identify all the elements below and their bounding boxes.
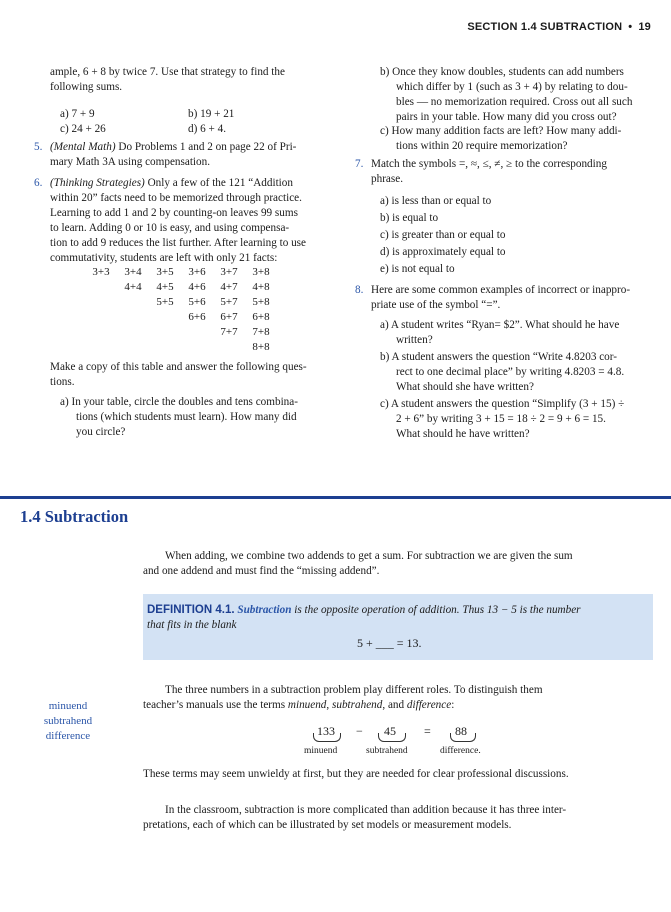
- section-title: Subtraction: [44, 507, 129, 526]
- definition-rest: is the opposite operation of addition. Thus 13 − 5 is the number: [291, 604, 581, 616]
- table-cell: 3+4: [124, 266, 142, 278]
- text-line: What should he have written?: [396, 428, 530, 440]
- brace-minuend: [313, 733, 341, 742]
- term-difference: difference: [406, 699, 452, 711]
- section-number: 1.4: [20, 507, 41, 526]
- problem-5-tag: (Mental Math): [50, 141, 116, 153]
- table-cell: 5+5: [156, 296, 174, 308]
- example-difference: 88: [455, 724, 467, 738]
- text-line: tions within 20 require memorization?: [396, 140, 568, 152]
- definition-label: DEFINITION 4.1.: [147, 604, 235, 616]
- sum-c: c) 24 + 26: [60, 123, 106, 135]
- problem-line: mary Math 3A using compensation.: [50, 156, 211, 168]
- running-header: [467, 21, 651, 33]
- table-cell: 4+4: [124, 281, 142, 293]
- left-column: [50, 65, 335, 95]
- text-line: tions.: [50, 376, 75, 388]
- problem-line: Learning to add 1 and 2 by counting-on leaves 99 sums: [50, 207, 298, 219]
- table-cell: 8+8: [252, 341, 270, 353]
- text-line: What should she have written?: [396, 381, 534, 393]
- brace-subtrahend: [378, 733, 406, 742]
- problem-7: [355, 157, 655, 187]
- header-section: SECTION 1.4 SUBTRACTION: [467, 21, 623, 33]
- definition-box: [143, 594, 653, 660]
- problem-line: (Mental Math) Do Problems 1 and 2 on page 22 of Pri-: [50, 141, 297, 153]
- text-line: pairs in your table. How many did you cross out?: [396, 111, 617, 123]
- term-minuend: minuend: [287, 699, 327, 711]
- option: d) is approximately equal to: [380, 246, 506, 258]
- problem-number: 7.: [355, 158, 364, 170]
- paragraph-3: These terms may seem unwieldy at first, but they are needed for clear professional discussions.: [143, 768, 569, 780]
- sum-b: b) 19 + 21: [188, 108, 235, 120]
- text-line: Make a copy of this table and answer the following ques-: [50, 361, 307, 373]
- text-line: c) How many addition facts are left? How many addi-: [380, 125, 622, 137]
- definition-equation: 5 + ___ = 13.: [357, 636, 422, 650]
- text-line: and one addend and must find the “missing addend”.: [143, 565, 380, 577]
- table-cell: 4+7: [220, 281, 238, 293]
- problem-line: Here are some common examples of incorrect or inappro-: [371, 284, 631, 296]
- example-subtrahend: 45: [384, 724, 396, 738]
- text-line: tions (which students must learn). How many did: [76, 411, 297, 423]
- text-line: c) A student answers the question “Simplify (3 + 15) ÷: [380, 398, 625, 410]
- problem-8a: [380, 318, 655, 348]
- table-cell: 4+8: [252, 281, 270, 293]
- example-minus: −: [356, 724, 363, 738]
- after-table: [50, 360, 335, 390]
- text-line: bles — no memorization required. Cross out all such: [396, 96, 633, 108]
- intro-line: ample, 6 + 8 by twice 7. Use that strategy to find the: [50, 66, 285, 78]
- facts-table: [88, 266, 288, 362]
- label-difference: difference.: [440, 746, 481, 756]
- table-cell: 3+3: [92, 266, 110, 278]
- label-subtrahend: subtrahend: [366, 746, 408, 756]
- label-minuend: minuend: [304, 746, 338, 756]
- problem-line: to learn. Adding 0 or 10 is easy, and using compensa-: [50, 222, 290, 234]
- page-number: 19: [638, 21, 651, 33]
- margin-note: minuend: [48, 700, 88, 712]
- table-cell: 6+6: [188, 311, 206, 323]
- problem-8: [355, 283, 655, 313]
- sum-d: d) 6 + 4.: [188, 123, 227, 135]
- text-line: In the classroom, subtraction is more complicated than addition because it has three inter-: [165, 804, 567, 816]
- margin-note: subtrahend: [43, 715, 93, 727]
- sum-a: a) 7 + 9: [60, 108, 95, 120]
- text-line: you circle?: [76, 426, 126, 438]
- problem-8c: [380, 397, 655, 442]
- problem-7-options: [380, 193, 650, 278]
- definition-term: Subtraction: [237, 604, 292, 616]
- table-cell: 3+8: [252, 266, 270, 278]
- option: a) is less than or equal to: [380, 195, 492, 207]
- problem-5: [34, 140, 336, 170]
- option: b) is equal to: [380, 212, 439, 224]
- problem-number: 8.: [355, 284, 364, 296]
- table-cell: 3+7: [220, 266, 238, 278]
- option: c) is greater than or equal to: [380, 229, 506, 241]
- problem-line: commutativity, students are left with only 21 facts:: [50, 252, 278, 264]
- problem-line: (Thinking Strategies) Only a few of the 121 “Addition: [50, 177, 293, 189]
- table-cell: 7+8: [252, 326, 270, 338]
- section-heading: [20, 507, 128, 527]
- intro-line: following sums.: [50, 81, 123, 93]
- term-subtrahend: subtrahend: [332, 699, 383, 711]
- text-line: 2 + 6” by writing 3 + 15 = 18 ÷ 2 = 9 + 6 = 15.: [396, 413, 606, 425]
- problem-line: Match the symbols =, ≈, ≤, ≠, ≥ to the corresponding: [371, 158, 607, 170]
- definition-text: [147, 603, 652, 633]
- text-line: rect to one decimal place” by writing 4.8203 = 4.8.: [396, 366, 625, 378]
- problem-line: tion to add 9 reduces the list further. After learning to use: [50, 237, 307, 249]
- text-line: b) Once they know doubles, students can add numbers: [380, 66, 624, 78]
- option: e) is not equal to: [380, 263, 455, 275]
- paragraph-2: [143, 683, 653, 713]
- problem-line: priate use of the symbol “=”.: [371, 299, 501, 311]
- problem-line: phrase.: [371, 173, 403, 185]
- text-line: The three numbers in a subtraction problem play different roles. To distinguish them: [165, 684, 543, 696]
- example-minuend: 133: [317, 724, 335, 738]
- brace-difference: [450, 733, 476, 742]
- text-line: pretations, each of which can be illustrated by set models or measurement models.: [143, 819, 512, 831]
- paragraph-4: [143, 803, 653, 833]
- table-cell: 5+6: [188, 296, 206, 308]
- text-line: written?: [396, 334, 433, 346]
- paragraph-1: [143, 549, 653, 579]
- table-cell: 3+5: [156, 266, 174, 278]
- margin-note: difference: [45, 730, 91, 742]
- table-cell: 6+8: [252, 311, 270, 323]
- text-line: a) In your table, circle the doubles and tens combina-: [60, 396, 298, 408]
- question-a: [60, 395, 335, 440]
- table-cell: 4+6: [188, 281, 206, 293]
- problem-8b: [380, 350, 655, 395]
- margin-notes: [20, 699, 116, 744]
- problem-number: 6.: [34, 177, 43, 189]
- table-cell: 7+7: [220, 326, 238, 338]
- header-bullet: •: [628, 21, 633, 33]
- table-cell: 4+5: [156, 281, 174, 293]
- question-b: [380, 65, 655, 125]
- example-equals: =: [424, 724, 431, 738]
- problem-line: within 20” facts need to be memorized through practice.: [50, 192, 302, 204]
- text-line: b) A student answers the question “Write 4.8203 cor-: [380, 351, 618, 363]
- text-line: teacher’s manuals use the terms minuend, subtrahend, and difference:: [143, 699, 455, 711]
- table-cell: 5+7: [220, 296, 238, 308]
- problem-number: 5.: [34, 141, 43, 153]
- table-cell: 5+8: [252, 296, 270, 308]
- definition-line2: that fits in the blank: [147, 619, 237, 631]
- text-line: which differ by 1 (such as 3 + 4) by relating to dou-: [396, 81, 628, 93]
- text-line: When adding, we combine two addends to get a sum. For subtraction we are given the sum: [165, 550, 573, 562]
- problem-6: [34, 176, 336, 266]
- question-c: [380, 124, 655, 154]
- section-rule: [0, 496, 671, 499]
- table-cell: 6+7: [220, 311, 238, 323]
- table-cell: 3+6: [188, 266, 206, 278]
- text-line: a) A student writes “Ryan= $2”. What should he have: [380, 319, 620, 331]
